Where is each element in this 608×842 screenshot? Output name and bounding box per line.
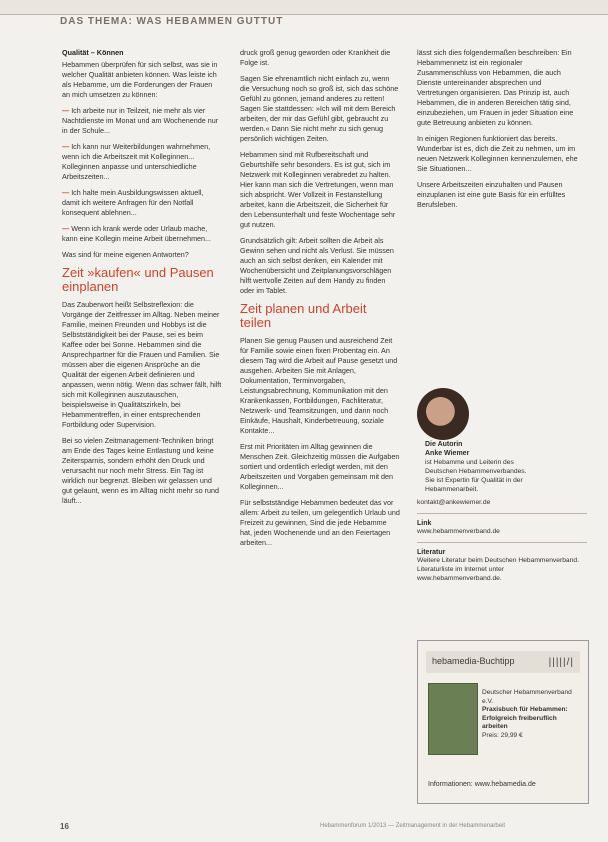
col2-para-2: Sagen Sie ehrenamtlich nicht einfach zu, wenn die Versuchung noch so groß ist, sich das schöne Gefühl zu gönnen, jemand anderes zu retten! Sagen Sie stattdessen: »Ich will mit dem Bereich arbeiten, der mir das Gefühl gibt, gebraucht zu werden.« Dann Sie nicht mehr zu sich genug persönlich wichtigen Zeiten. <box>240 74 399 143</box>
page-header: DAS THEMA: WAS HEBAMMEN GUTTUT <box>60 16 284 27</box>
col3-para-2: In einigen Regionen funktioniert das bereits. Wunderbar ist es, dich die Zeit zu nehmen, um im neuen Netzwerk Kolleginnen kennenzulernen, ehe Sie Situationen... <box>417 134 578 173</box>
col3-para-1: lässt sich dies folgendermaßen beschreiben: Ein Hebammennetz ist ein regionaler Zusammenschluss von Hebammen, die auch Dienste untereinander absprechen und Vertretungen organisieren. Das Prinzip ist, auch Hebammen, die in anderen Bereichen tätig sind, einzubeziehen, um Frauen in jeder Situation eine gute Betreuung anbieten zu können. <box>417 48 574 127</box>
quality-bullet-1: — Ich arbeite nur in Teilzeit, nie mehr als vier Nachtdienste im Monat und am Wochenende nur in der Schule... <box>62 106 219 135</box>
col3-para-3: Unsere Arbeitszeiten einzuhalten und Pausen einzuplanen ist eine gute Basis für ein erfülltes Berufsleben. <box>417 180 566 209</box>
book-cover-image <box>428 683 478 755</box>
bullet-dash-icon: — <box>62 224 70 233</box>
quality-intro: Hebammen überprüfen für sich selbst, was sie in welcher Qualität anbieten können. Was leiste ich als Hebamme, um die Forderungen der Frauen an mich umsetzen zu können: <box>62 60 218 99</box>
bullet-dash-icon: — <box>62 106 70 115</box>
author-text <box>425 440 533 494</box>
author-email[interactable]: kontakt@ankewiemer.de <box>417 499 491 506</box>
section-title-plan: Zeit planen und Arbeit teilen <box>240 301 367 330</box>
time-para-1: Das Zauberwort heißt Selbstreflexion: die Vorgänge der Zeitfresser im Alltag. Neben meiner Familie, meinen Freunden und Hobbys ist die Selbstständigkeit bei der Pause, sei es beim Kaffee oder bei Sonne. Hebammen sind die Ansprechpartner für die Frauen und Familien. Sie müssen aber die eigenen Ansprüche an die Qualität der eigenen Arbeit definieren und anpassen, wenn nötig. Wenn das schwer fällt, hilft sich mit Kolleginnen auszutauschen, beispielsweise in Qualitätszirkeln, bei Hebammentreffen, in einer entsprechenden Fortbildung oder Supervision. <box>62 300 222 429</box>
book-price: Preis: 29,99 € <box>482 731 523 739</box>
book-tip-text <box>482 689 582 740</box>
top-bar <box>0 0 608 15</box>
author-avatar <box>417 388 469 440</box>
quality-bullet-2: — Ich kann nur Weiterbildungen wahrnehmen, wenn ich die Arbeitszeit mit Kolleginnen... Kolleginnen anpasse und unterschiedliche Arbeitszeiten... <box>62 142 211 181</box>
quality-bullet-4: — Wenn ich krank werde oder Urlaub mache, kann eine Kollegin meine Arbeit übernehmen... <box>62 224 212 243</box>
bullet-dash-icon: — <box>62 188 70 197</box>
author-name: Anke Wiemer <box>425 450 470 457</box>
book-tip-footer[interactable]: Informationen: www.hebamedia.de <box>428 781 536 788</box>
barcode-icon: |||||/| <box>548 657 574 668</box>
column-2 <box>240 48 400 554</box>
book-tip-title: hebamedia-Buchtipp <box>432 656 515 666</box>
footer-note: Hebammenforum 1/2013 — Zeitmanagement in der Hebammenarbeit <box>320 823 506 829</box>
literature-text: Weitere Literatur beim Deutschen Hebammenverband. Literaturliste im Internet unter www.hebammenverband.de. <box>417 557 579 582</box>
col2-para-1: druck groß genug geworden oder Krankheit die Folge ist. <box>240 48 391 67</box>
link-heading: Link <box>417 520 432 527</box>
book-tip-header <box>426 651 580 673</box>
author-heading: Die Autorin <box>425 441 463 448</box>
divider <box>417 542 587 543</box>
col2-para-7: Für selbstständige Hebammen bedeutet das vor allem: Arbeit zu teilen, um gelegentlich Urlaub und Freizeit zu gewinnen, Sind die jede Hebamme hat, jeden Wochenende und an den Feiertagen arbeiten... <box>240 498 400 547</box>
divider <box>417 513 587 514</box>
bullet-dash-icon: — <box>62 142 70 151</box>
time-para-2: Bei so vielen Zeitmanagement-Techniken bringt am Ende des Tages keine Entlastung und keine Zeitersparnis, sondern erhöht den Druck und verursacht nur noch mehr Stress. Ein Tag ist wirklich nur begrenzt. Bleiben wir gelassen und gut gelaunt, wenn es im Alltag nicht mehr so rund läuft... <box>62 436 220 505</box>
column-3 <box>417 48 579 216</box>
quality-outro: Was sind für meine eigenen Antworten? <box>62 250 189 259</box>
link-url[interactable]: www.hebammenverband.de <box>417 528 500 535</box>
page-number: 16 <box>60 822 69 831</box>
quality-bullet-3: — Ich halte mein Ausbildungswissen aktuell, damit ich weitere Anfragen für den Notfall konsequent ablehnen... <box>62 188 204 217</box>
col2-para-3: Hebammen sind mit Rufbereitschaft und Geburtshilfe sehr besonders. Es ist gut, sich im Netzwerk mit Kolleginnen verabredet zu halten. Hier kann man sich die Vertretungen, wenn man sich abspricht. Wer Vollzeit in Festanstellung arbeitet, kann die Arbeitszeit, die Sicherheit für den Lebensunterhalt und feste Wochentage sehr gut nutzen. <box>240 150 396 229</box>
column-1 <box>62 48 222 512</box>
quality-heading: Qualität – Können <box>62 48 124 57</box>
col2-para-6: Erst mit Prioritäten im Alltag gewinnen die Menschen Zeit. Gleichzeitig müssen die Aufgaben sortiert und ordentlich erledigt werden, mit den Arbeitszeiten und Vorgaben gemeinsam mit den Kolleginnen... <box>240 442 400 491</box>
author-section <box>417 388 587 583</box>
literature-heading: Literatur <box>417 549 446 556</box>
author-bio: ist Hebamme und Leiterin des Deutschen Hebammenverbandes. Sie ist Expertin für Qualität in der Hebammenarbeit. <box>425 459 527 493</box>
col2-para-4: Grundsätzlich gilt: Arbeit sollten die Arbeit als Gewinn sehen und nicht als Verlust. Sie müssen auch an sich selbst denken, ein Kalender mit Wochenübersicht und Zeitplanungsvorschlägen hilft wertvolle Zeiten auf dem Handy zu finden oder im Tablet. <box>240 236 394 295</box>
book-publisher: Deutscher Hebammenverband e.V. <box>482 689 572 705</box>
col2-para-5: Planen Sie genug Pausen und ausreichend Zeit für Familie sowie einen fixen Probentag ein. An diesem Tag wird die Arbeit auf Pause gesetzt und ausgehen. Arbeiten Sie mit Anlagen, Dokumentation, Terminvorgaben, Leistungsabrechnung, Kommunikation mit den Krankenkassen, Fortbildungen, Fachliteratur, Netzwerk- und Teamsitzungen, und dann noch Einkäufe, Haushalt, Kinderbetreuung, soziale Kontakte... <box>240 336 398 435</box>
book-tip-box <box>417 640 589 804</box>
book-title: Praxisbuch für Hebammen: Erfolgreich freiberuflich arbeiten <box>482 706 568 730</box>
section-title-time: Zeit »kaufen« und Pausen einplanen <box>62 265 214 294</box>
